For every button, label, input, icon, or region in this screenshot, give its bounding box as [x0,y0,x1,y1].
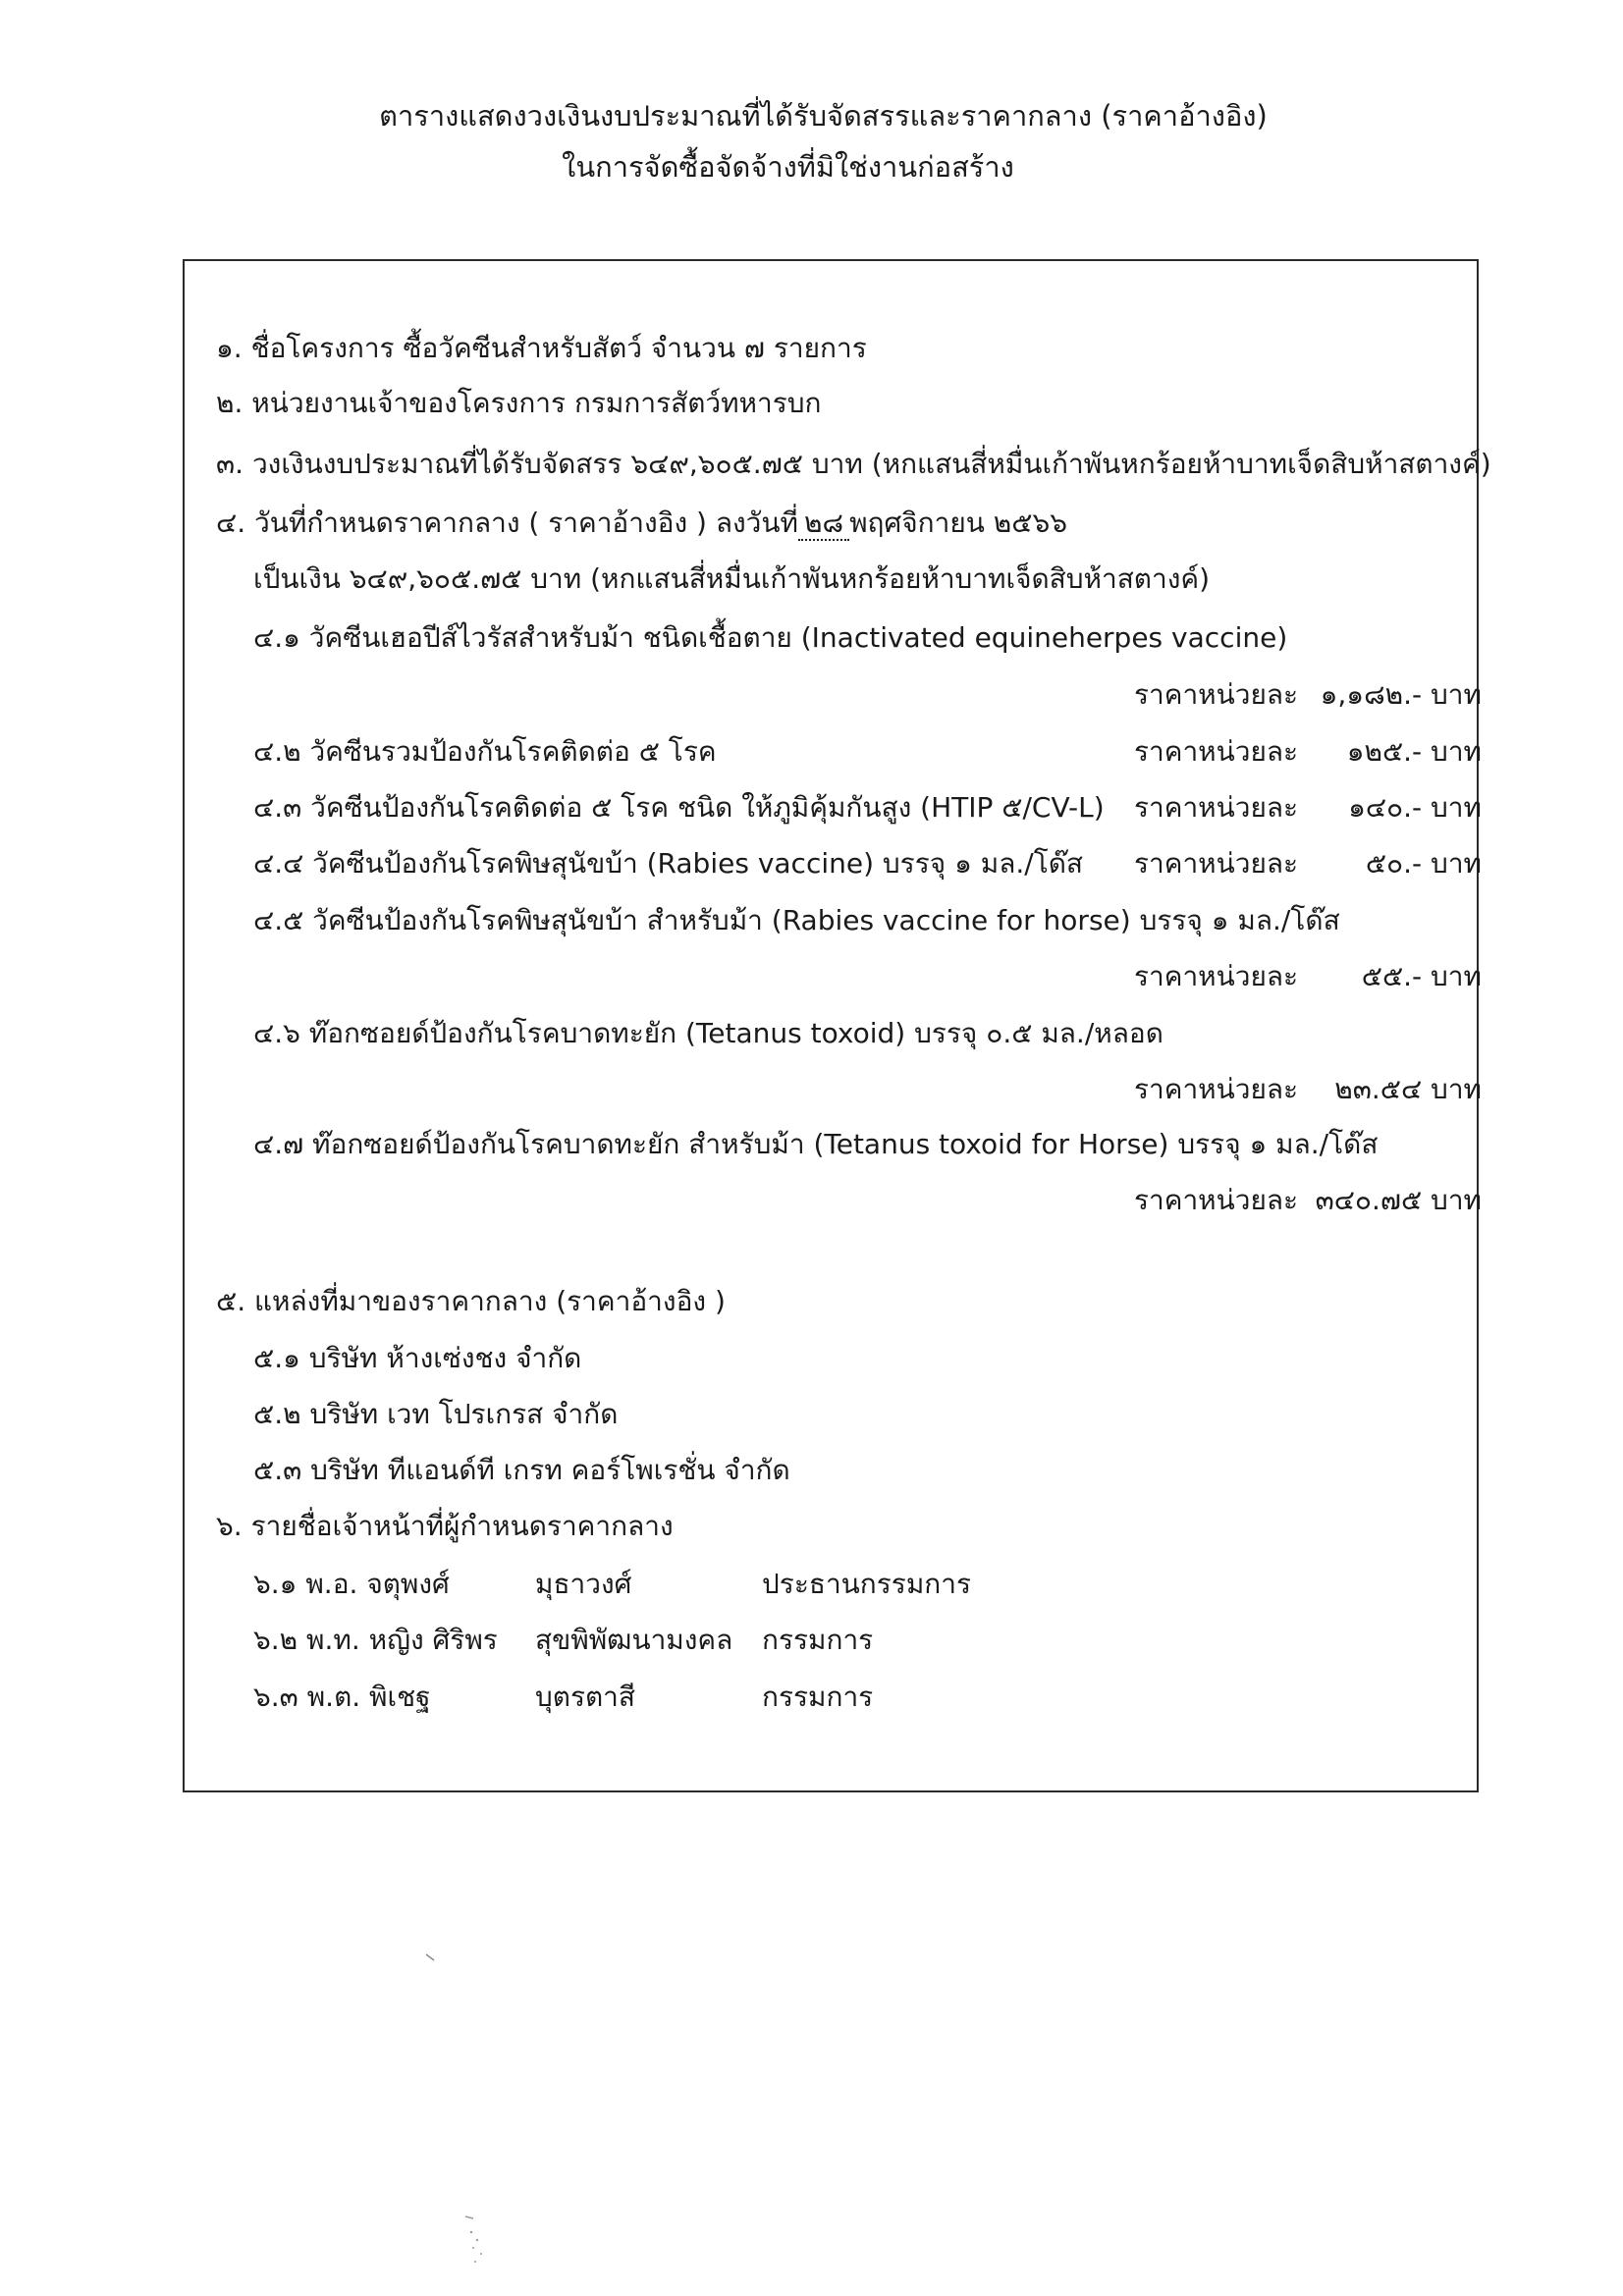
budget-amount: ๓. วงเงินงบประมาณที่ได้รับจัดสรร ๖๔๙,๖๐๕.๗๕ บาท (หกแสนสี่หมื่นเก้าพันหกร้อยห้าบาทเจ็ดสิบห้าสตางค์) [216,448,1491,480]
project-name: ๑. ชื่อโครงการ ซื้อวัคซีนสำหรับสัตว์ จำนวน ๗ รายการ [216,332,867,364]
sources-heading: ๕. แหล่งที่มาของราคากลาง (ราคาอ้างอิง ) [216,1285,726,1317]
official-surname: สุขพิพัฒนามงคล [535,1624,733,1656]
unit-price-label: ราคาหน่วยละ [1133,1073,1299,1105]
vaccine-item: ๔.๖ ท๊อกซอยด์ป้องกันโรคบาดทะยัก (Tetanus toxoid) บรรจุ ๐.๕ มล./หลอด [253,1017,1163,1049]
source-company: ๕.๑ บริษัท ห้างเซ่งชง จำกัด [253,1342,582,1374]
price-date-day: ๒๘ [798,507,849,541]
unit-price-value: ๕๕.- บาท [1361,960,1482,992]
document-title-line1: ตารางแสดงวงเงินงบประมาณที่ได้รับจัดสรรและราคากลาง (ราคาอ้างอิง) [379,99,1268,133]
owner-agency: ๒. หน่วยงานเจ้าของโครงการ กรมการสัตว์ทหารบก [216,387,822,419]
scan-speck-mark [422,1949,452,1968]
price-date-suffix: พฤศจิกายน ๒๕๖๖ [849,507,1067,539]
unit-price-label: ราคาหน่วยละ [1133,735,1299,768]
source-company: ๕.๒ บริษัท เวท โปรเกรส จำกัด [253,1398,619,1430]
vaccine-item: ๔.๕ วัคซีนป้องกันโรคพิษสุนัขบ้า สำหรับม้า (Rabies vaccine for horse) บรรจุ ๑ มล./โด๊ส [253,904,1340,936]
unit-price-label: ราคาหน่วยละ [1133,847,1299,880]
official-role: กรรมการ [762,1624,874,1656]
unit-price [1134,1183,1482,1218]
official-surname: บุตรตาสี [535,1681,635,1713]
unit-price-value: ๑,๑๘๒.- บาท [1320,678,1482,711]
official-name: ๖.๒ พ.ท. หญิง ศิริพร [253,1624,498,1656]
official-name: ๖.๑ พ.อ. จตุพงศ์ [253,1568,450,1600]
unit-price-value: ๑๒๕.- บาท [1346,735,1482,768]
vaccine-item: ๔.๒ วัคซีนรวมป้องกันโรคติดต่อ ๕ โรค [253,735,717,768]
unit-price [1134,846,1482,881]
unit-price [1134,959,1482,994]
vaccine-item: ๔.๑ วัคซีนเฮอปีส์ไวรัสสำหรับม้า ชนิดเชื้อตาย (Inactivated equineherpes vaccine) [253,621,1288,654]
unit-price-label: ราคาหน่วยละ [1133,960,1299,992]
unit-price-label: ราคาหน่วยละ [1133,1184,1299,1216]
reference-amount: เป็นเงิน ๖๔๙,๖๐๕.๗๕ บาท (หกแสนสี่หมื่นเก้าพันหกร้อยห้าบาทเจ็ดสิบห้าสตางค์) [253,562,1211,595]
unit-price-value: ๕๐.- บาท [1365,847,1482,880]
source-company: ๕.๓ บริษัท ทีแอนด์ที เกรท คอร์โพเรชั่น จำกัด [253,1454,790,1486]
price-date-prefix: ๔. วันที่กำหนดราคากลาง ( ราคาอ้างอิง ) ลงวันที่ [216,507,799,539]
official-role: กรรมการ [762,1681,874,1713]
official-role: ประธานกรรมการ [762,1568,972,1600]
vaccine-item: ๔.๔ วัคซีนป้องกันโรคพิษสุนัขบ้า (Rabies vaccine) บรรจุ ๑ มล./โด๊ส [253,847,1084,880]
vaccine-item: ๔.๓ วัคซีนป้องกันโรคติดต่อ ๕ โรค ชนิด ให้ภูมิคุ้มกันสูง (HTIP ๕/CV-L) [253,791,1105,824]
unit-price [1134,790,1482,826]
unit-price-value: ๑๔๐.- บาท [1348,791,1482,824]
unit-price [1134,1072,1482,1107]
unit-price-value: ๒๓.๕๔ บาท [1334,1073,1482,1105]
vaccine-item: ๔.๗ ท๊อกซอยด์ป้องกันโรคบาดทะยัก สำหรับม้า (Tetanus toxoid for Horse) บรรจุ ๑ มล./โด๊ส [253,1128,1379,1160]
official-name: ๖.๓ พ.ต. พิเชฐ [253,1681,431,1713]
official-surname: มุธาวงศ์ [535,1568,632,1600]
scan-speck-mark [460,2209,499,2277]
unit-price-label: ราคาหน่วยละ [1133,678,1299,711]
unit-price [1134,677,1482,713]
price-date [216,506,1067,541]
unit-price [1134,734,1482,770]
officials-heading: ๖. รายชื่อเจ้าหน้าที่ผู้กำหนดราคากลาง [216,1510,674,1542]
unit-price-label: ราคาหน่วยละ [1133,791,1299,824]
document-title-line2: ในการจัดซื้อจัดจ้างที่มิใช่งานก่อสร้าง [562,150,1014,184]
unit-price-value: ๓๔๐.๗๕ บาท [1315,1184,1482,1216]
